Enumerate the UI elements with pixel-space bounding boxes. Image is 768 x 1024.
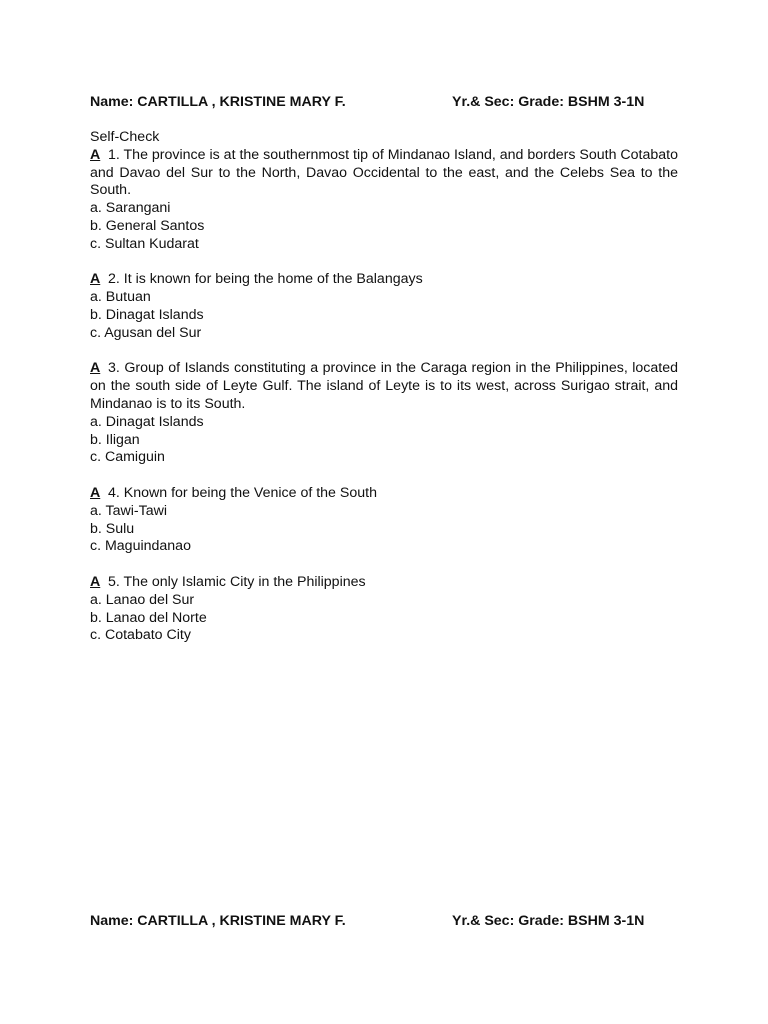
question-5	[90, 574, 678, 645]
option-a: a. Sarangani	[90, 200, 171, 217]
question-text	[90, 147, 678, 200]
question-text	[90, 574, 678, 592]
option-c: c. Cotabato City	[90, 627, 191, 644]
question-3	[90, 360, 678, 467]
question-2	[90, 271, 678, 342]
question-text	[90, 271, 678, 289]
answer-blank: A	[90, 271, 101, 288]
option-a: a. Dinagat Islands	[90, 413, 204, 430]
document-page	[90, 0, 678, 1024]
question-prompt: 5. The only Islamic City in the Philippines	[108, 573, 366, 590]
year-section: Yr.& Sec: Grade: BSHM 3-1N	[452, 913, 645, 929]
option-a: a. Tawi-Tawi	[90, 502, 168, 519]
year-section: Yr.& Sec: Grade: BSHM 3-1N	[452, 94, 645, 110]
section-heading: Self-Check	[90, 129, 160, 145]
option-c: c. Maguindanao	[90, 538, 191, 555]
option-c: c. Sultan Kudarat	[90, 235, 199, 252]
answer-blank: A	[90, 360, 101, 377]
self-check-content	[90, 129, 678, 663]
option-b: b. Iligan	[90, 431, 140, 448]
option-c: c. Agusan del Sur	[90, 324, 202, 341]
question-text	[90, 485, 678, 503]
answer-blank: A	[90, 484, 101, 501]
option-a: a. Lanao del Sur	[90, 591, 195, 608]
option-b: b. Dinagat Islands	[90, 306, 204, 323]
option-b: b. Sulu	[90, 520, 135, 537]
question-prompt: 3. Group of Islands constituting a province in the Caraga region in the Philippines, located on the south side of Leyte Gulf. The island of Leyte is to its west, across Surigao strait, and Mindanao is to its South.	[90, 360, 678, 412]
question-4	[90, 485, 678, 556]
option-c: c. Camiguin	[90, 449, 165, 466]
question-prompt: 4. Known for being the Venice of the South	[108, 484, 377, 501]
question-1	[90, 147, 678, 254]
option-b: b. General Santos	[90, 217, 205, 234]
question-prompt: 1. The province is at the southernmost tip of Mindanao Island, and borders South Cotabato and Davao del Sur to the North, Davao Occidental to the east, and the Celebs Sea to the South.	[90, 146, 678, 199]
option-a: a. Butuan	[90, 289, 151, 306]
question-text	[90, 360, 678, 413]
answer-blank: A	[90, 573, 101, 590]
student-name: Name: CARTILLA , KRISTINE MARY F.	[90, 913, 346, 929]
option-b: b. Lanao del Norte	[90, 609, 207, 626]
answer-blank: A	[90, 146, 101, 163]
question-prompt: 2. It is known for being the home of the Balangays	[108, 271, 423, 288]
student-name: Name: CARTILLA , KRISTINE MARY F.	[90, 94, 346, 110]
